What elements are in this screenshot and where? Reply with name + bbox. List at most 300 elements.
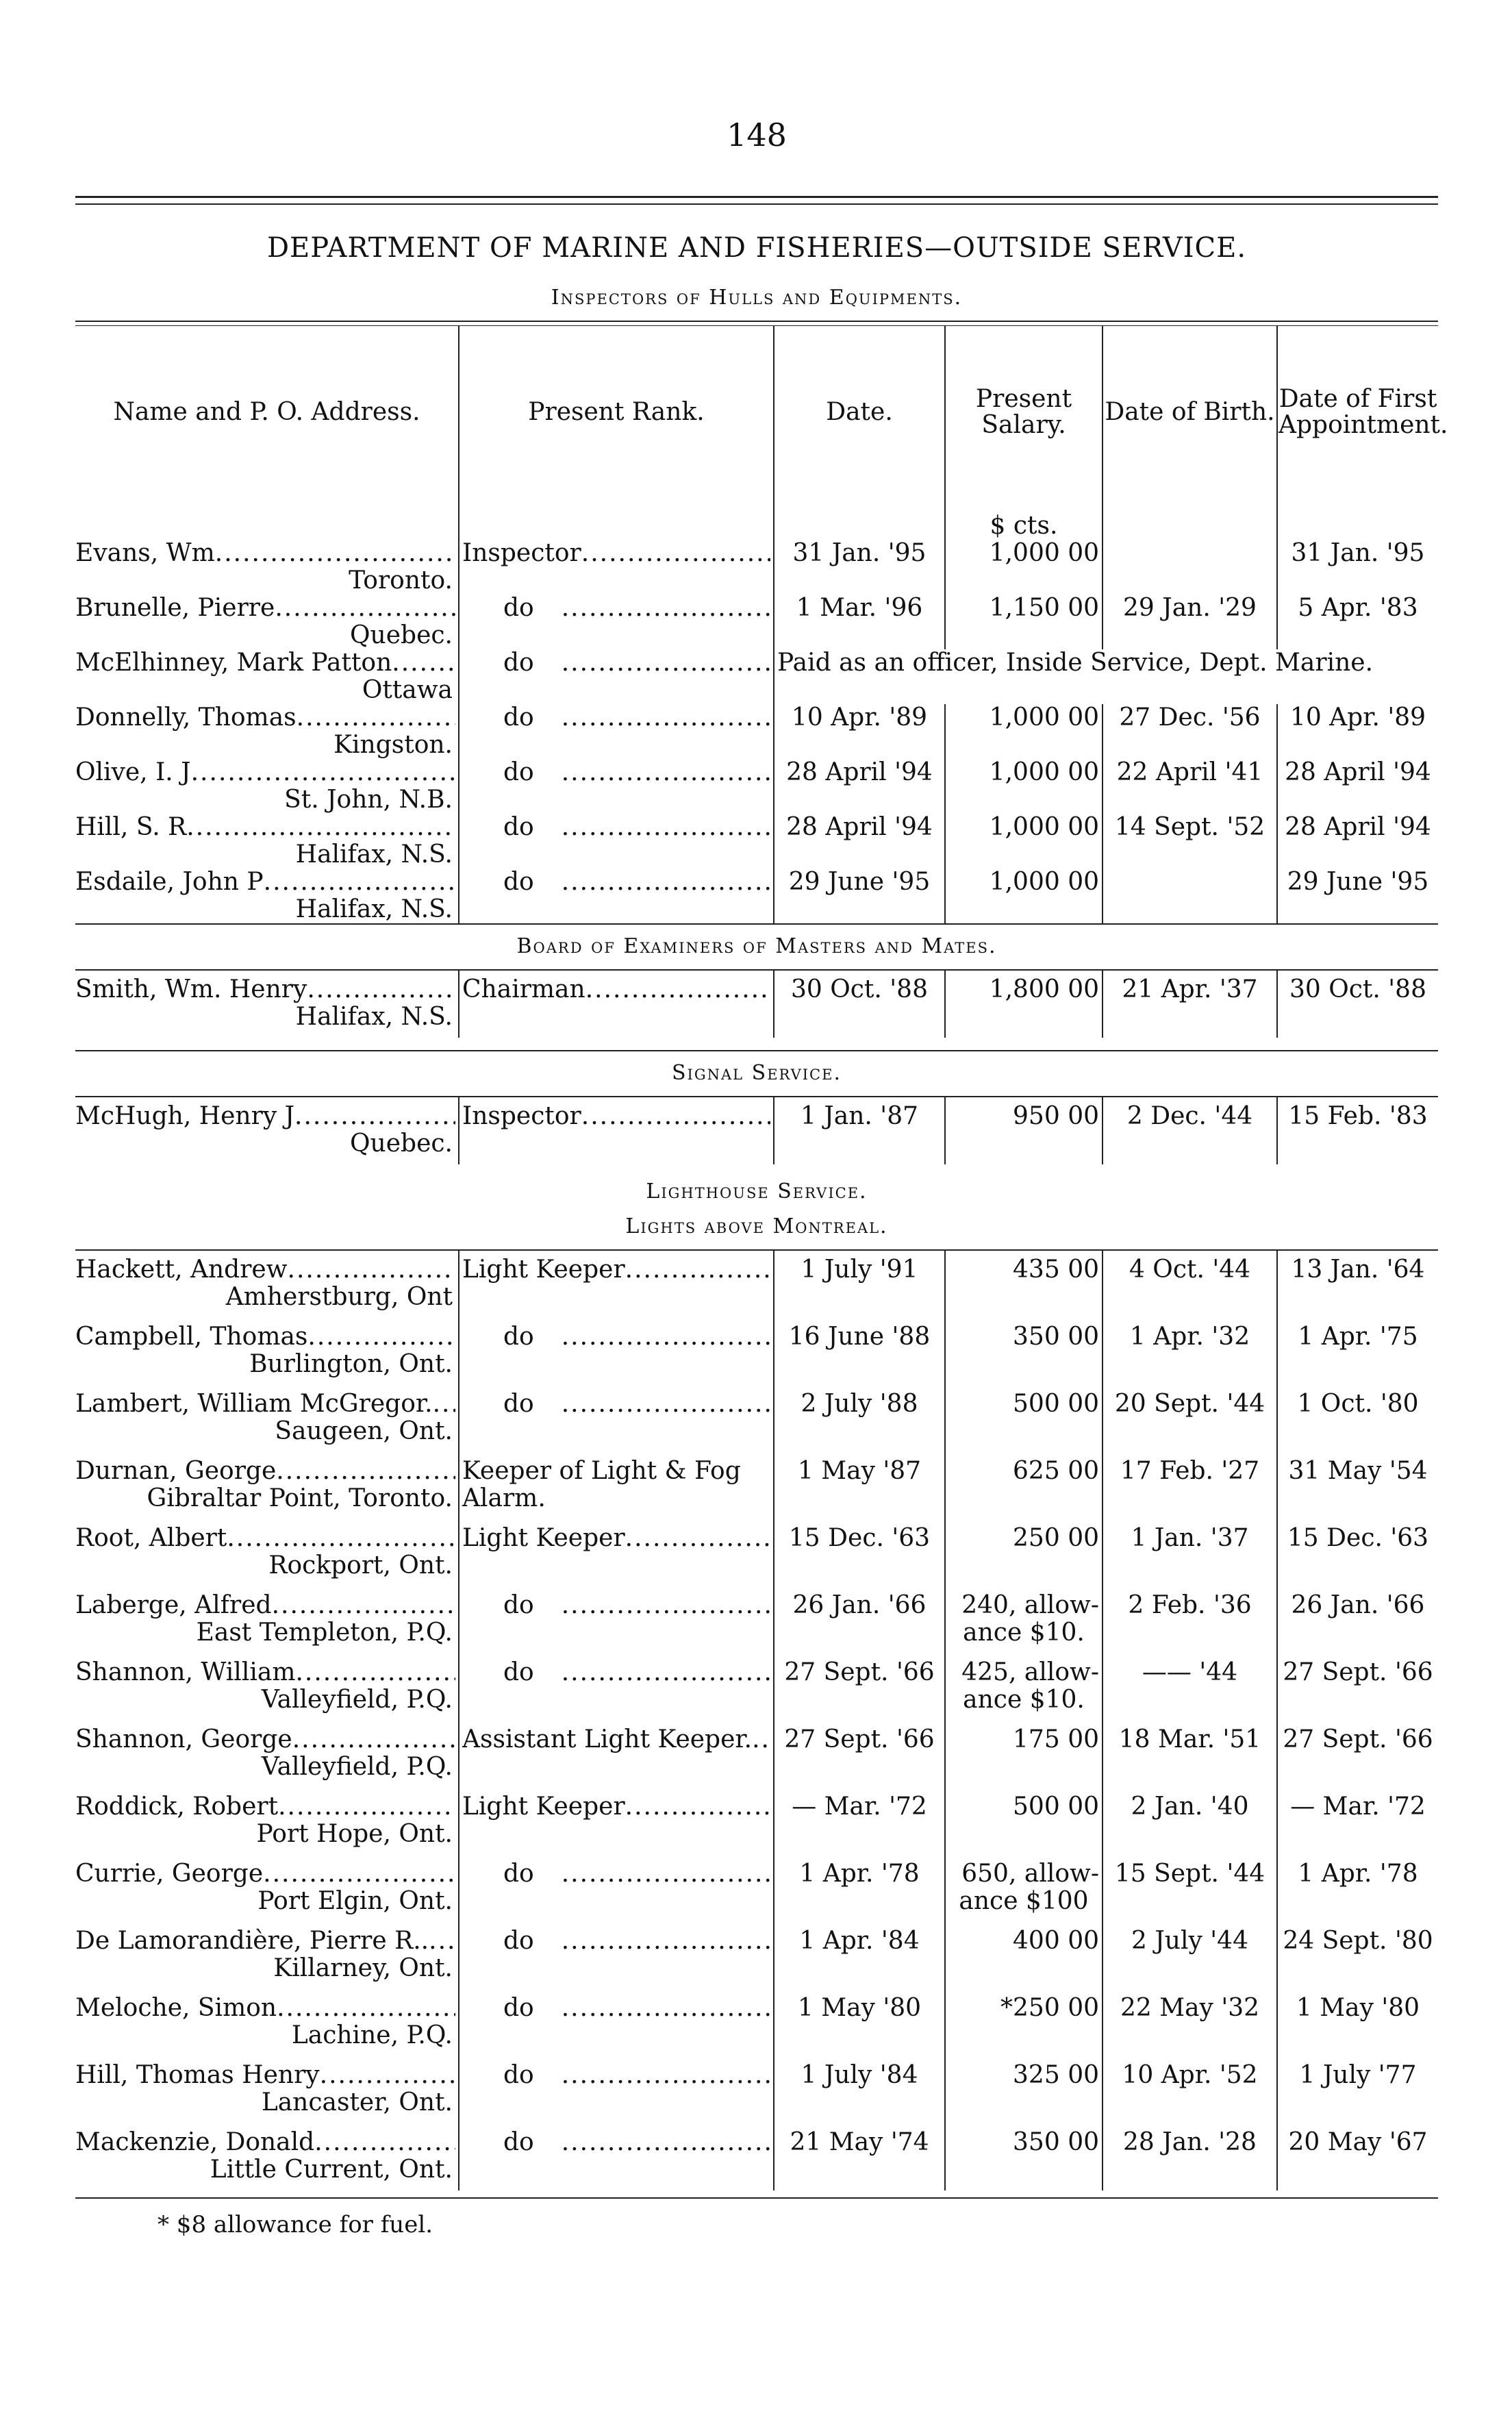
rank-cell — [459, 1385, 774, 1452]
rank-text: Inspector — [462, 1103, 581, 1130]
birth-cell: —— '44 — [1102, 1653, 1277, 1721]
first-appointment-cell: 13 Jan. '64 — [1277, 1251, 1438, 1318]
rank-text: do — [503, 814, 534, 841]
first-appointment-cell: 1 Oct. '80 — [1277, 1385, 1438, 1452]
rank-text: Light Keeper — [462, 1256, 625, 1284]
salary-value: 1,000 00 — [989, 758, 1099, 786]
date-cell: 21 May '74 — [774, 2123, 945, 2190]
date-cell: 2 July '88 — [774, 1385, 945, 1452]
salary-cell — [945, 759, 1102, 814]
leader-dots — [562, 1659, 770, 1686]
birth-cell: 27 Dec. '56 — [1102, 704, 1277, 759]
date-cell: 30 Oct. '88 — [774, 971, 945, 1038]
salary-value: 1,800 00 — [989, 975, 1099, 1003]
person-name: Shannon, William — [75, 1659, 296, 1686]
salary-value: 1,150 00 — [989, 594, 1099, 622]
rank-cell — [459, 1721, 774, 1788]
salary-value: 1,000 00 — [989, 539, 1099, 567]
leader-dots — [429, 1927, 455, 1955]
date-cell: 1 May '87 — [774, 1452, 945, 1519]
table-row — [75, 1251, 1438, 1318]
date-cell: 1 Mar. '96 — [774, 595, 945, 649]
first-appointment-cell: 15 Dec. '63 — [1277, 1519, 1438, 1586]
table-row — [75, 2123, 1438, 2190]
date-cell: 1 May '80 — [774, 1989, 945, 2056]
first-appointment-cell: 24 Sept. '80 — [1277, 1922, 1438, 1989]
salary-note: ance $10. — [963, 1686, 1085, 1714]
rank-line — [462, 1927, 770, 1955]
leader-dots — [625, 1256, 770, 1284]
salary-cell — [945, 2056, 1102, 2123]
rank-cell — [459, 814, 774, 869]
rank-line — [462, 814, 770, 841]
leader-dots — [433, 1390, 455, 1418]
name-line — [75, 869, 455, 896]
first-appointment-cell: 29 June '95 — [1277, 869, 1438, 923]
first-appointment-cell: 28 April '94 — [1277, 759, 1438, 814]
rank-text: do — [503, 759, 534, 786]
rank-line — [462, 2062, 770, 2089]
table-row — [75, 1586, 1438, 1653]
table-row — [75, 814, 1438, 869]
rank-text: Chairman — [462, 976, 585, 1003]
person-name: Root, Albert — [75, 1525, 227, 1552]
postal-address: Ottawa — [362, 676, 453, 704]
col-header-first: Date of First Appointment. — [1277, 326, 1438, 499]
salary-value: 950 00 — [1013, 1102, 1099, 1130]
name-cell — [75, 1788, 459, 1855]
salary-value: 350 00 — [1013, 1323, 1099, 1351]
person-name: Meloche, Simon — [75, 1995, 277, 2022]
birth-cell: 14 Sept. '52 — [1102, 814, 1277, 869]
birth-cell: 2 July '44 — [1102, 1922, 1277, 1989]
rank-text: Keeper of Light & Fog — [462, 1458, 741, 1485]
rank-text: Inspector — [462, 540, 581, 567]
table-row — [75, 1318, 1438, 1385]
leader-dots — [562, 1927, 770, 1955]
date-cell: 1 Apr. '78 — [774, 1855, 945, 1922]
date-cell: 28 April '94 — [774, 814, 945, 869]
name-cell — [75, 2123, 459, 2190]
rank-line — [462, 1995, 770, 2022]
name-line — [75, 2129, 455, 2156]
rank-cell — [459, 1989, 774, 2056]
unit-row — [75, 499, 1438, 540]
table-row — [75, 2056, 1438, 2123]
name-cell — [75, 1855, 459, 1922]
birth-cell: 22 April '41 — [1102, 759, 1277, 814]
name-cell — [75, 814, 459, 869]
person-name: Smith, Wm. Henry — [75, 976, 307, 1003]
leader-dots — [297, 704, 455, 732]
date-cell: 1 July '84 — [774, 2056, 945, 2123]
date-cell: 27 Sept. '66 — [774, 1721, 945, 1788]
leader-dots — [307, 976, 455, 1003]
rank-cell — [459, 2123, 774, 2190]
leader-dots — [215, 540, 455, 567]
leader-dots — [562, 1323, 770, 1351]
name-cell — [75, 1251, 459, 1318]
birth-cell: 22 May '32 — [1102, 1989, 1277, 2056]
person-name: Roddick, Robert — [75, 1793, 279, 1821]
person-name: Olive, I. J — [75, 759, 191, 786]
leader-dots — [562, 759, 770, 786]
board-body — [75, 971, 1438, 1038]
birth-cell: 1 Jan. '37 — [1102, 1519, 1277, 1586]
salary-cell — [945, 1318, 1102, 1385]
name-cell — [75, 1097, 459, 1164]
postal-address: Valleyfield, P.Q. — [261, 1753, 453, 1781]
header-rule — [75, 321, 1438, 326]
salary-cell — [945, 704, 1102, 759]
name-cell — [75, 1318, 459, 1385]
postal-address: Little Current, Ont. — [210, 2156, 453, 2184]
rank-line — [462, 1390, 770, 1418]
rank-text: do — [503, 1592, 534, 1619]
name-cell — [75, 971, 459, 1038]
rank-cell — [459, 1251, 774, 1318]
section-subtitle-lights: Lights above Montreal. — [625, 1214, 888, 1238]
first-appointment-cell: 1 Apr. '75 — [1277, 1318, 1438, 1385]
rank-line — [462, 595, 770, 622]
first-appointment-cell: 31 Jan. '95 — [1277, 540, 1438, 595]
rank-text: do — [503, 595, 534, 622]
postal-address: Quebec. — [350, 621, 453, 649]
leader-dots — [277, 1995, 455, 2022]
table-row — [75, 759, 1438, 814]
col-header-birth: Date of Birth. — [1102, 326, 1277, 499]
person-name: Mackenzie, Donald — [75, 2129, 315, 2156]
name-line — [75, 1995, 455, 2022]
birth-cell: 10 Apr. '52 — [1102, 2056, 1277, 2123]
leader-dots — [562, 704, 770, 732]
salary-cell — [945, 869, 1102, 923]
salary-value: 435 00 — [1013, 1256, 1099, 1284]
rank-text: do — [503, 704, 534, 732]
birth-cell: 28 Jan. '28 — [1102, 2123, 1277, 2190]
person-name: McElhinney, Mark Patton — [75, 649, 392, 677]
name-line — [75, 1726, 455, 1753]
date-cell: 1 Jan. '87 — [774, 1097, 945, 1164]
name-line — [75, 1927, 455, 1955]
name-line — [75, 976, 455, 1003]
rank-cell — [459, 759, 774, 814]
postal-address: Halifax, N.S. — [295, 895, 453, 923]
rank-cell — [459, 1318, 774, 1385]
rank-cell — [459, 1855, 774, 1922]
table-row — [75, 1385, 1438, 1452]
rank-line — [462, 1592, 770, 1619]
rank-cell — [459, 1097, 774, 1164]
rank-text: do — [503, 1323, 534, 1351]
name-cell — [75, 595, 459, 649]
leader-dots — [581, 1103, 770, 1130]
salary-value: 400 00 — [1013, 1927, 1099, 1955]
rank-line — [462, 1659, 770, 1686]
postal-address: Amherstburg, Ont — [225, 1283, 453, 1311]
name-line — [75, 1323, 455, 1351]
birth-cell: 1 Apr. '32 — [1102, 1318, 1277, 1385]
person-name: Currie, George — [75, 1860, 264, 1888]
leader-dots — [392, 649, 455, 677]
table-row — [75, 1653, 1438, 1721]
salary-value: 650, allow- — [961, 1860, 1099, 1888]
section-title-signal: Signal Service. — [672, 1061, 842, 1085]
postal-address: Rockport, Ont. — [268, 1551, 453, 1579]
salary-value: 500 00 — [1013, 1390, 1099, 1418]
leader-dots — [191, 759, 455, 786]
name-cell — [75, 2056, 459, 2123]
first-appointment-cell: 31 May '54 — [1277, 1452, 1438, 1519]
date-cell: 15 Dec. '63 — [774, 1519, 945, 1586]
name-line — [75, 1256, 455, 1284]
birth-cell: 2 Dec. '44 — [1102, 1097, 1277, 1164]
bottom-rule — [75, 2197, 1438, 2199]
birth-cell: 2 Feb. '36 — [1102, 1586, 1277, 1653]
postal-address: Port Hope, Ont. — [256, 1820, 453, 1848]
leader-dots — [562, 2062, 770, 2089]
name-line — [75, 540, 455, 567]
rank-cell — [459, 1519, 774, 1586]
name-line — [75, 704, 455, 732]
salary-cell — [945, 1855, 1102, 1922]
name-cell — [75, 1586, 459, 1653]
table-row — [75, 1452, 1438, 1519]
person-name: Evans, Wm — [75, 540, 215, 567]
section-title-board: Board of Examiners of Masters and Mates. — [516, 934, 997, 958]
postal-address: Lachine, P.Q. — [291, 2021, 453, 2049]
leader-dots — [272, 1592, 455, 1619]
rank-line — [462, 759, 770, 786]
first-appointment-cell: 30 Oct. '88 — [1277, 971, 1438, 1038]
date-cell: 29 June '95 — [774, 869, 945, 923]
date-cell: 26 Jan. '66 — [774, 1586, 945, 1653]
postal-address: Halifax, N.S. — [295, 1003, 453, 1031]
salary-cell — [945, 2123, 1102, 2190]
table-row — [75, 1922, 1438, 1989]
rank-line — [462, 540, 770, 567]
salary-unit: $ cts. — [945, 499, 1102, 540]
first-appointment-cell: 20 May '67 — [1277, 2123, 1438, 2190]
table-row — [75, 1097, 1438, 1164]
person-name: Shannon, George — [75, 1726, 292, 1753]
leader-dots — [562, 869, 770, 896]
rank-text: do — [503, 649, 534, 677]
leader-dots — [562, 1592, 770, 1619]
birth-cell: 17 Feb. '27 — [1102, 1452, 1277, 1519]
table-row — [75, 595, 1438, 649]
rank-text: do — [503, 1927, 534, 1955]
table-row — [75, 540, 1438, 595]
rank-line — [462, 649, 770, 677]
first-appointment-cell: — Mar. '72 — [1277, 1788, 1438, 1855]
leader-dots — [625, 1793, 770, 1821]
table-row — [75, 1855, 1438, 1922]
leader-dots — [562, 649, 770, 677]
leader-dots — [264, 869, 455, 896]
name-cell — [75, 1452, 459, 1519]
leader-dots — [276, 1458, 455, 1485]
leader-dots — [314, 2129, 455, 2156]
name-cell — [75, 540, 459, 595]
birth-cell: 15 Sept. '44 — [1102, 1855, 1277, 1922]
first-appointment-cell: 26 Jan. '66 — [1277, 1586, 1438, 1653]
name-line — [75, 595, 455, 622]
leader-dots — [562, 1995, 770, 2022]
name-line — [75, 649, 455, 677]
col-header-name: Name and P. O. Address. — [113, 398, 420, 426]
rank-cell — [459, 1653, 774, 1721]
salary-cell — [945, 1788, 1102, 1855]
leader-dots — [585, 976, 770, 1003]
leader-dots — [275, 595, 455, 622]
salary-cell — [945, 1989, 1102, 2056]
person-name: Donnelly, Thomas — [75, 704, 297, 732]
name-cell — [75, 869, 459, 923]
leader-dots — [562, 595, 770, 622]
leader-dots — [278, 1793, 455, 1821]
first-appointment-cell: 1 July '77 — [1277, 2056, 1438, 2123]
birth-cell: 2 Jan. '40 — [1102, 1788, 1277, 1855]
postal-address: East Templeton, P.Q. — [196, 1619, 453, 1647]
page-number: 148 — [727, 116, 787, 153]
rank-text: Assistant Light Keeper. — [462, 1726, 753, 1753]
rank-line — [462, 1525, 770, 1552]
first-appointment-cell: 5 Apr. '83 — [1277, 595, 1438, 649]
postal-address: Gibraltar Point, Toronto. — [147, 1484, 453, 1512]
rank-text: Light Keeper — [462, 1793, 625, 1821]
rank-text: do — [503, 2129, 534, 2156]
date-cell: 27 Sept. '66 — [774, 1653, 945, 1721]
leader-dots — [292, 1726, 455, 1753]
first-appointment-cell: 1 Apr. '78 — [1277, 1855, 1438, 1922]
birth-cell — [1102, 869, 1277, 923]
salary-note: ance $10. — [963, 1619, 1085, 1647]
rank-line — [462, 1860, 770, 1888]
first-appointment-cell: 28 April '94 — [1277, 814, 1438, 869]
date-cell: 28 April '94 — [774, 759, 945, 814]
table-row — [75, 704, 1438, 759]
col-header-rank: Present Rank. — [459, 326, 774, 499]
salary-note: ance $100 — [959, 1887, 1089, 1915]
salary-cell — [945, 1251, 1102, 1318]
rank-cell — [459, 2056, 774, 2123]
rank-continued: Alarm. — [462, 1484, 546, 1512]
birth-cell: 4 Oct. '44 — [1102, 1251, 1277, 1318]
salary-cell — [945, 1586, 1102, 1653]
salary-value: 1,000 00 — [989, 813, 1099, 841]
lighthouse-table — [75, 1251, 1438, 2190]
rank-text: do — [503, 2062, 534, 2089]
leader-dots — [288, 1256, 455, 1284]
name-line — [75, 1103, 455, 1130]
postal-address: Toronto. — [349, 566, 453, 595]
signal-table — [75, 1097, 1438, 1164]
leader-dots — [562, 2129, 770, 2156]
postal-address: Quebec. — [350, 1129, 453, 1158]
rank-line — [462, 976, 770, 1003]
person-name: De Lamorandière, Pierre R.. — [75, 1927, 429, 1955]
rank-cell — [459, 1452, 774, 1519]
first-appointment-cell: 10 Apr. '89 — [1277, 704, 1438, 759]
rank-cell — [459, 869, 774, 923]
date-cell: 1 Apr. '84 — [774, 1922, 945, 1989]
salary-value: *250 00 — [1000, 1994, 1099, 2022]
salary-value: 350 00 — [1013, 2128, 1099, 2156]
rank-cell — [459, 595, 774, 649]
postal-address: Lancaster, Ont. — [261, 2088, 453, 2116]
leader-dots — [562, 814, 770, 841]
rank-cell — [459, 1922, 774, 1989]
salary-cell — [945, 540, 1102, 595]
rank-cell — [459, 1586, 774, 1653]
table-row — [75, 971, 1438, 1038]
section-rule — [75, 923, 1438, 925]
birth-cell: 20 Sept. '44 — [1102, 1385, 1277, 1452]
person-name: Hill, Thomas Henry — [75, 2062, 320, 2089]
salary-value: 175 00 — [1013, 1725, 1099, 1753]
salary-cell — [945, 1721, 1102, 1788]
date-cell: — Mar. '72 — [774, 1788, 945, 1855]
leader-dots — [263, 1860, 455, 1888]
rank-text: do — [503, 1659, 534, 1686]
person-name: Brunelle, Pierre — [75, 595, 275, 622]
postal-address: Halifax, N.S. — [295, 840, 453, 869]
leader-dots — [295, 1659, 455, 1686]
salary-cell — [945, 1097, 1102, 1164]
name-cell — [75, 1653, 459, 1721]
section-rule — [75, 1050, 1438, 1051]
person-name: Laberge, Alfred — [75, 1592, 272, 1619]
staff-table — [75, 326, 1448, 923]
rank-text: do — [503, 1995, 534, 2022]
leader-dots — [227, 1525, 455, 1552]
table-row — [75, 1721, 1438, 1788]
postal-address: Port Elgin, Ont. — [257, 1887, 453, 1915]
date-cell: 1 July '91 — [774, 1251, 945, 1318]
name-line — [75, 1390, 455, 1418]
first-appointment-cell: 27 Sept. '66 — [1277, 1653, 1438, 1721]
postal-address: Valleyfield, P.Q. — [261, 1686, 453, 1714]
name-cell — [75, 649, 459, 704]
rank-line — [462, 1793, 770, 1821]
leader-dots — [294, 1103, 455, 1130]
name-line — [75, 1525, 455, 1552]
salary-value: 250 00 — [1013, 1524, 1099, 1552]
salary-value: 500 00 — [1013, 1793, 1099, 1821]
name-line — [75, 1793, 455, 1821]
salary-cell — [945, 1653, 1102, 1721]
salary-value: 325 00 — [1013, 2061, 1099, 2089]
salary-cell — [945, 595, 1102, 649]
table-row — [75, 649, 1438, 704]
name-line — [75, 1458, 455, 1485]
name-line — [75, 1860, 455, 1888]
top-rule — [75, 196, 1438, 205]
person-name: Campbell, Thomas — [75, 1323, 308, 1351]
salary-cell — [945, 1922, 1102, 1989]
rank-cell — [459, 649, 774, 704]
first-appointment-cell: 27 Sept. '66 — [1277, 1721, 1438, 1788]
leader-dots — [186, 814, 455, 841]
birth-cell — [1102, 540, 1277, 595]
salary-cell — [945, 814, 1102, 869]
section-title-hulls: Inspectors of Hulls and Equipments. — [551, 286, 963, 310]
col-header-date: Date. — [774, 326, 945, 499]
name-cell — [75, 1385, 459, 1452]
name-cell — [75, 1922, 459, 1989]
salary-cell — [945, 1385, 1102, 1452]
